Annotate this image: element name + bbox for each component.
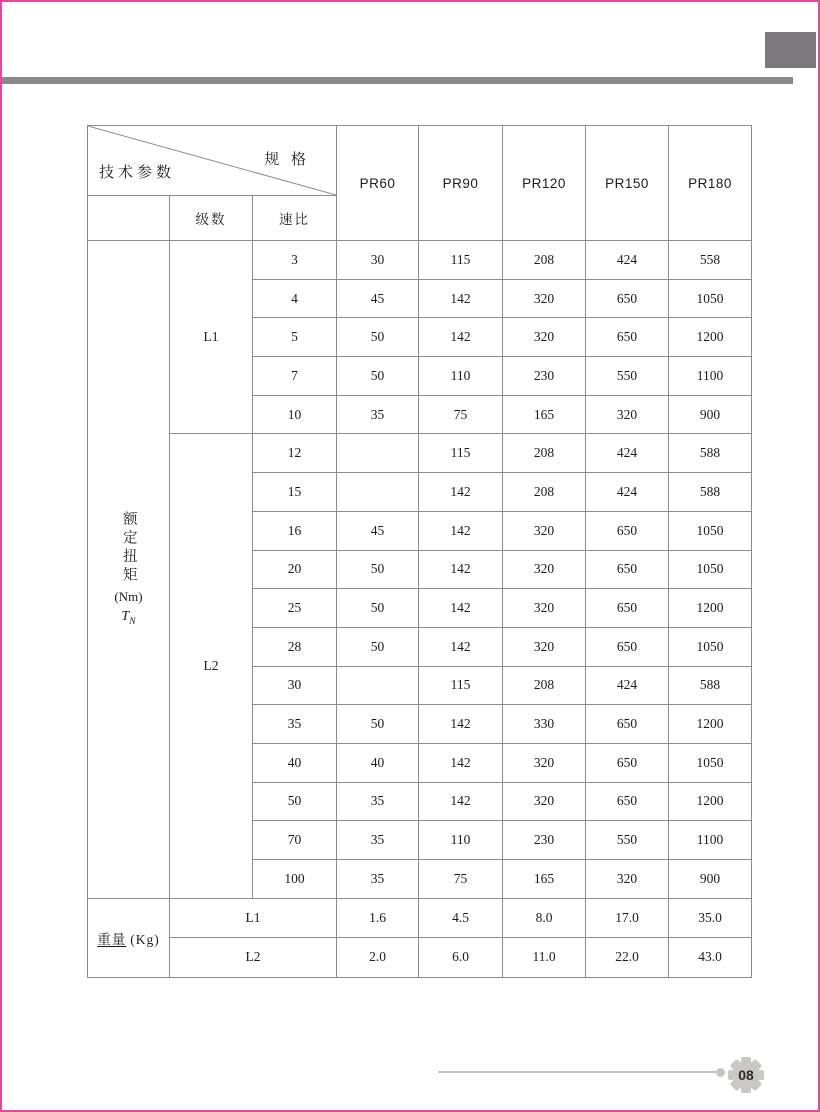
value-cell: 35 [337,395,419,434]
ratio-cell: 12 [253,434,337,473]
spec-table [87,125,752,978]
value-cell: 165 [503,395,586,434]
value-cell: 650 [586,743,669,782]
empty-header-cell [88,196,170,241]
value-cell: 1200 [669,782,752,821]
value-cell: 320 [586,395,669,434]
stage-cell-l1: L1 [170,241,253,434]
value-cell: 1200 [669,318,752,357]
top-right-corner-block [765,32,816,68]
torque-symbol: $T_N$ [121,609,136,628]
value-cell: 1200 [669,589,752,628]
value-cell: 1200 [669,705,752,744]
value-cell: 1100 [669,357,752,396]
weight-stage-l1: L1 [170,898,337,938]
diagonal-header-cell [88,126,337,196]
value-cell: 1050 [669,627,752,666]
value-cell: 142 [419,511,503,550]
ratio-cell: 70 [253,821,337,860]
value-cell: 1050 [669,511,752,550]
value-cell: 35 [337,821,419,860]
value-cell: 320 [503,743,586,782]
value-cell: 115 [419,434,503,473]
ratio-cell: 100 [253,860,337,899]
weight-unit: (Kg) [130,931,160,947]
value-cell: 142 [419,473,503,512]
col-header-pr150: PR150 [586,126,669,241]
weight-stage-l2: L2 [170,938,337,978]
gear-page-badge [722,1051,770,1099]
value-cell [337,666,419,705]
value-cell: 142 [419,279,503,318]
value-cell: 588 [669,473,752,512]
value-cell: 50 [337,550,419,589]
value-cell: 208 [503,473,586,512]
value-cell: 50 [337,627,419,666]
value-cell: 30 [337,241,419,280]
value-cell: 45 [337,511,419,550]
value-cell: 142 [419,589,503,628]
value-cell: 142 [419,743,503,782]
ratio-cell: 28 [253,627,337,666]
value-cell: 142 [419,318,503,357]
ratio-cell: 5 [253,318,337,357]
value-cell: 320 [503,279,586,318]
value-cell: 650 [586,511,669,550]
value-cell: 424 [586,666,669,705]
value-cell: 35.0 [669,898,752,938]
stage-cell-l2: L2 [170,434,253,898]
ratio-header: 速比 [253,196,337,241]
value-cell: 650 [586,279,669,318]
value-cell: 550 [586,821,669,860]
ratio-cell: 35 [253,705,337,744]
value-cell: 424 [586,473,669,512]
value-cell [337,434,419,473]
value-cell: 558 [669,241,752,280]
col-header-pr90: PR90 [419,126,503,241]
value-cell: 650 [586,782,669,821]
value-cell: 900 [669,860,752,899]
ratio-cell: 40 [253,743,337,782]
page-number: 08 [738,1067,754,1083]
value-cell: 35 [337,860,419,899]
value-cell: 588 [669,434,752,473]
ratio-cell: 16 [253,511,337,550]
value-cell: 424 [586,241,669,280]
value-cell: 230 [503,357,586,396]
value-cell: 900 [669,395,752,434]
spec-label: 规 格 [264,152,311,168]
value-cell: 650 [586,705,669,744]
col-header-pr180: PR180 [669,126,752,241]
value-cell: 50 [337,589,419,628]
value-cell: 330 [503,705,586,744]
value-cell: 320 [503,589,586,628]
value-cell: 1050 [669,743,752,782]
ratio-cell: 20 [253,550,337,589]
value-cell: 320 [503,782,586,821]
top-divider-bar [2,77,793,84]
weight-label-cell [88,898,170,977]
value-cell: 110 [419,357,503,396]
torque-label-cell [88,241,170,899]
ratio-cell: 15 [253,473,337,512]
value-cell: 8.0 [503,898,586,938]
value-cell: 115 [419,241,503,280]
value-cell: 1050 [669,279,752,318]
value-cell: 35 [337,782,419,821]
value-cell: 650 [586,627,669,666]
value-cell: 320 [503,627,586,666]
header-row-1 [88,126,752,196]
value-cell: 230 [503,821,586,860]
value-cell: 50 [337,318,419,357]
value-cell: 75 [419,860,503,899]
value-cell: 650 [586,550,669,589]
value-cell: 142 [419,627,503,666]
value-cell: 424 [586,434,669,473]
value-cell: 4.5 [419,898,503,938]
value-cell: 588 [669,666,752,705]
ratio-row-3 [88,241,752,280]
value-cell: 50 [337,357,419,396]
torque-label-vertical: 额定扭矩 [120,511,137,586]
value-cell: 2.0 [337,938,419,978]
ratio-cell: 10 [253,395,337,434]
value-cell: 208 [503,434,586,473]
weight-row-l2 [88,938,752,978]
value-cell: 320 [503,550,586,589]
footer-rule [438,1071,721,1073]
ratio-cell: 3 [253,241,337,280]
ratio-row-12 [88,434,752,473]
value-cell: 40 [337,743,419,782]
value-cell: 11.0 [503,938,586,978]
value-cell: 320 [503,511,586,550]
ratio-cell: 7 [253,357,337,396]
value-cell: 6.0 [419,938,503,978]
value-cell: 142 [419,550,503,589]
weight-label: 重量 [97,931,127,947]
value-cell: 320 [503,318,586,357]
value-cell: 1.6 [337,898,419,938]
value-cell: 45 [337,279,419,318]
value-cell [337,473,419,512]
value-cell: 1050 [669,550,752,589]
value-cell: 50 [337,705,419,744]
value-cell: 550 [586,357,669,396]
value-cell: 165 [503,860,586,899]
value-cell: 650 [586,589,669,628]
value-cell: 208 [503,666,586,705]
value-cell: 17.0 [586,898,669,938]
ratio-cell: 50 [253,782,337,821]
value-cell: 142 [419,705,503,744]
ratio-cell: 30 [253,666,337,705]
ratio-cell: 25 [253,589,337,628]
stage-header: 级数 [170,196,253,241]
torque-unit: (Nm) [114,589,143,605]
value-cell: 208 [503,241,586,280]
col-header-pr60: PR60 [337,126,419,241]
ratio-cell: 4 [253,279,337,318]
value-cell: 110 [419,821,503,860]
value-cell: 115 [419,666,503,705]
value-cell: 22.0 [586,938,669,978]
value-cell: 43.0 [669,938,752,978]
value-cell: 320 [586,860,669,899]
value-cell: 650 [586,318,669,357]
value-cell: 142 [419,782,503,821]
value-cell: 1100 [669,821,752,860]
col-header-pr120: PR120 [503,126,586,241]
tech-param-label: 技术参数 [99,165,176,181]
value-cell: 75 [419,395,503,434]
weight-row-l1 [88,898,752,938]
